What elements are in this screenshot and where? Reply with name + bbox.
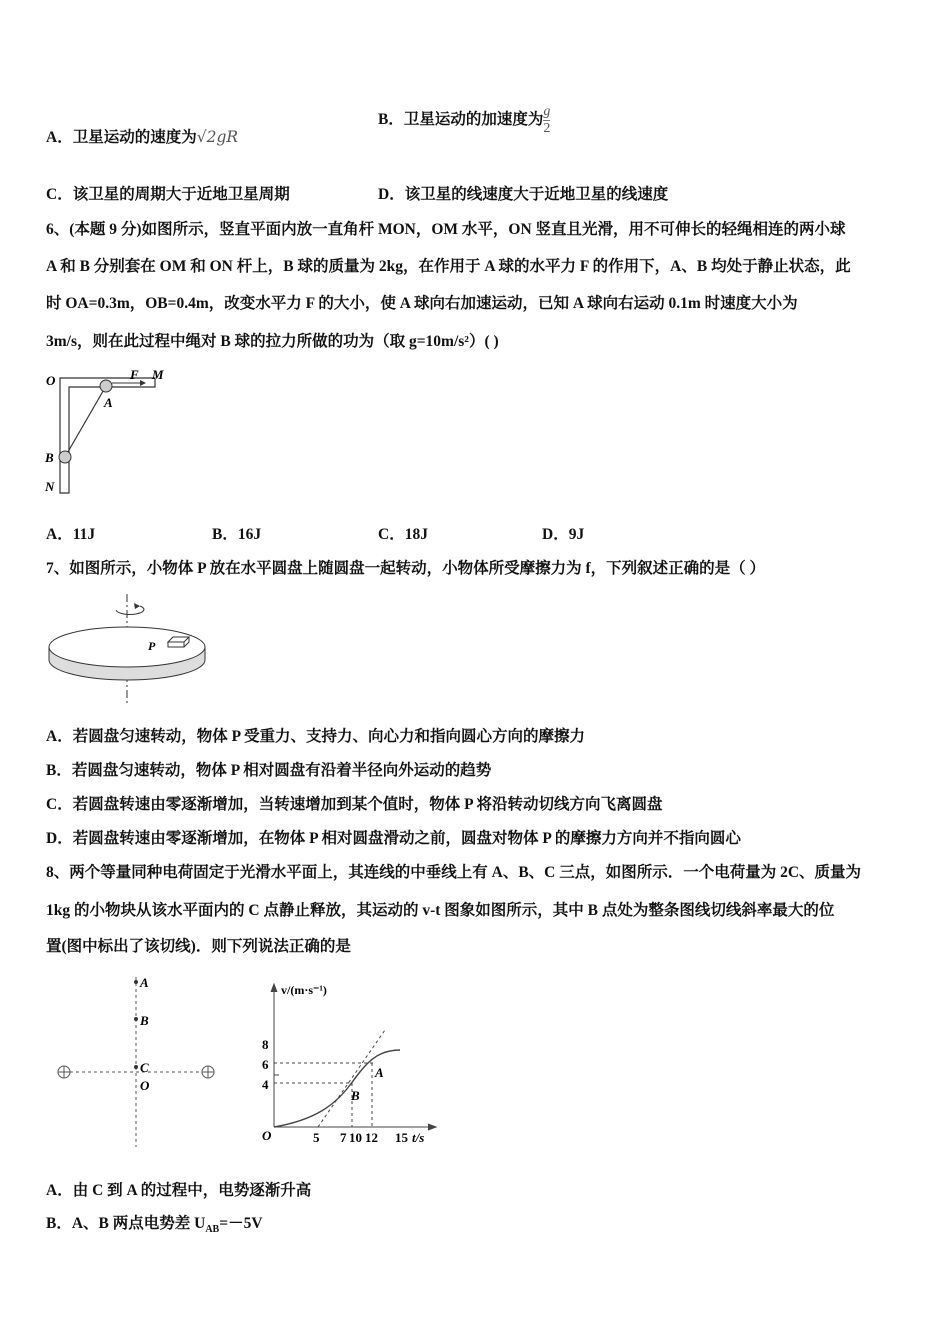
denominator: 2	[543, 121, 551, 136]
q5-option-b	[378, 104, 550, 137]
point-b-label: B	[351, 1088, 360, 1103]
q6-line: 时 OA=0.3m，OB=0.4m，改变水平力 F 的大小，使 A 球向右加速运动，已知 A 球向右运动 0.1m 时速度大小为	[46, 295, 798, 312]
label-n: N	[45, 479, 55, 494]
y-tick: 8	[262, 1037, 269, 1052]
option-text: B．A、B 两点电势差 U	[46, 1215, 206, 1232]
label-b: B	[45, 450, 54, 465]
x-tick: 7	[340, 1130, 347, 1145]
x-axis-label: t/s	[412, 1130, 425, 1145]
option-text: B．卫星运动的加速度为	[378, 111, 544, 129]
q8-line: 1kg 的小物块从该水平面内的 C 点静止释放，其运动的 v-t 图象如图所示，其中 B 点处为整条图线切线斜率最大的位	[46, 902, 835, 919]
q7-option-b: B．若圆盘匀速转动，物体 P 相对圆盘有沿着半径向外运动的趋势	[46, 762, 492, 779]
q8-charges-figure	[50, 972, 220, 1150]
q6-option-c: C．18J	[378, 526, 428, 543]
q5-option-c: C．该卫星的周期大于近地卫星周期	[46, 186, 290, 203]
q5-option-a	[46, 127, 238, 148]
fraction	[543, 104, 550, 137]
numerator: g	[543, 104, 551, 119]
x-tick: 5	[313, 1130, 320, 1145]
label-p: P	[148, 639, 156, 653]
q6-option-a: A．11J	[46, 526, 96, 543]
q6-rod-figure	[40, 365, 180, 500]
q8-option-b	[46, 1214, 263, 1240]
q5-option-d: D．该卫星的线速度大于近地卫星的线速度	[378, 186, 669, 203]
sqrt-formula: √2gR	[196, 128, 239, 146]
x-tick: 12	[365, 1130, 378, 1145]
label-o: O	[46, 373, 56, 388]
option-value: =－5V	[219, 1215, 263, 1232]
q6-option-d: D．9J	[542, 526, 585, 543]
origin-label: O	[262, 1128, 272, 1143]
label-a: A	[104, 395, 113, 410]
q6-option-b: B．16J	[212, 526, 262, 543]
label-f: F	[130, 367, 139, 382]
q6-line: 6、(本题 9 分)如图所示，竖直平面内放一直角杆 MON，OM 水平，ON 竖直且光滑，用不可伸长的轻绳相连的两小球	[46, 221, 846, 238]
subscript: AB	[205, 1224, 220, 1236]
y-tick: 6	[262, 1057, 269, 1072]
label-c: C	[140, 1060, 149, 1075]
q7-option-d: D．若圆盘转速由零逐渐增加，在物体 P 相对圆盘滑动之前，圆盘对物体 P 的摩擦力方向并不指向圆心	[46, 830, 741, 847]
label-b: B	[140, 1013, 149, 1028]
label-o: O	[140, 1078, 150, 1093]
q8-line: 置(图中标出了该切线)．则下列说法正确的是	[46, 938, 351, 955]
q7-stem: 7、如图所示，小物体 P 放在水平圆盘上随圆盘一起转动，小物体所受摩擦力为 f，下列叙述正确的是（ ）	[46, 560, 766, 577]
q7-option-c: C．若圆盘转速由零逐渐增加，当转速增加到某个值时，物体 P 将沿转动切线方向飞离圆盘	[46, 796, 663, 813]
q7-disk-figure	[44, 592, 224, 707]
q8-option-a: A．由 C 到 A 的过程中，电势逐渐升高	[46, 1182, 312, 1199]
x-tick: 15	[395, 1130, 408, 1145]
point-a-label: A	[375, 1065, 384, 1080]
q8-vt-graph	[255, 980, 440, 1145]
q6-line: 3m/s，则在此过程中绳对 B 球的拉力所做的功为（取 g=10m/s²）( )	[46, 333, 499, 350]
q8-line: 8、两个等量同种电荷固定于光滑水平面上，其连线的中垂线上有 A、B、C 三点，如图所示．一个电荷量为 2C、质量为	[46, 864, 862, 881]
q6-line: A 和 B 分别套在 OM 和 ON 杆上，B 球的质量为 2kg，在作用于 A 球的水平力 F 的作用下，A、B 均处于静止状态，此	[46, 258, 851, 275]
y-tick: 4	[262, 1077, 269, 1092]
label-a: A	[140, 975, 149, 990]
option-text: A．卫星运动的速度为	[46, 129, 197, 146]
y-axis-label: v/(m·s⁻¹)	[281, 983, 327, 997]
q7-option-a: A．若圆盘匀速转动，物体 P 受重力、支持力、向心力和指向圆心方向的摩擦力	[46, 728, 586, 745]
label-m: M	[152, 367, 164, 382]
x-tick: 10	[349, 1130, 362, 1145]
